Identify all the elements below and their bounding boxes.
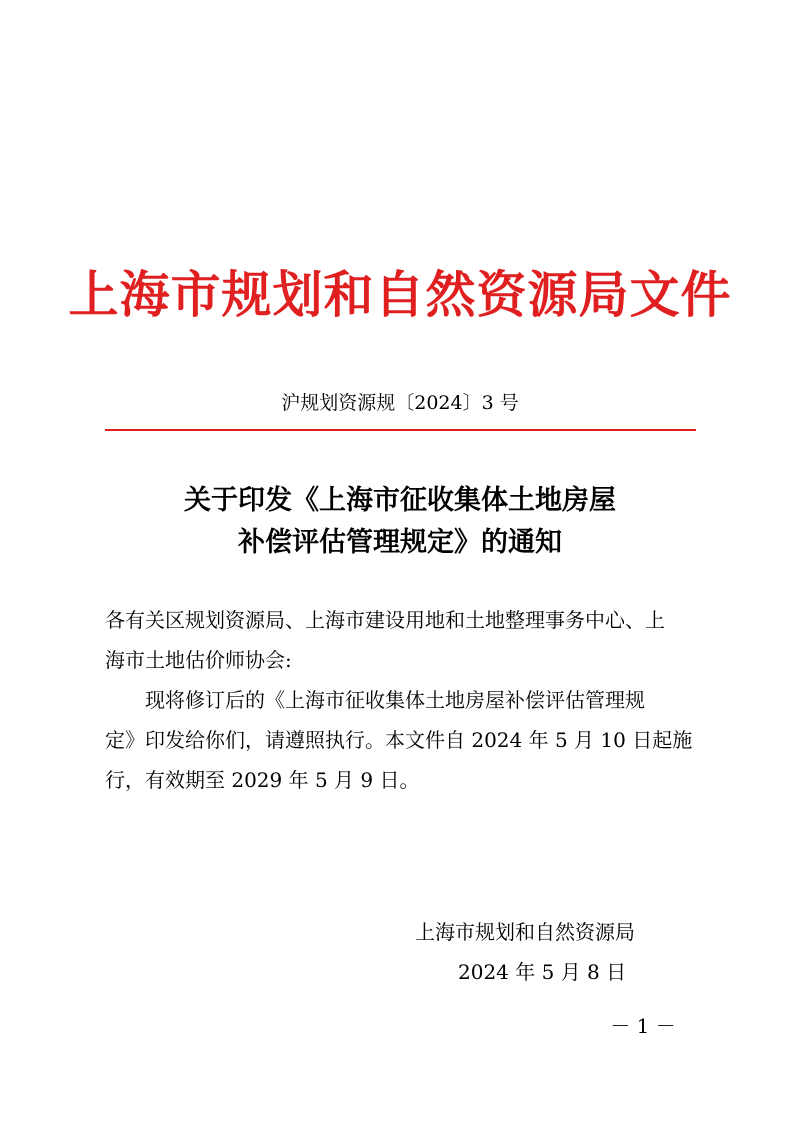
paragraph-line-3: 行，有效期至 2029 年 5 月 9 日。 [105, 768, 420, 792]
paragraph-line-2: 定》印发给你们，请遵照执行。本文件自 2024 年 5 月 10 日起施 [105, 728, 693, 752]
paragraph-line-1: 现将修订后的《上海市征收集体土地房屋补偿评估管理规 [145, 688, 645, 712]
notice-title-line-1: 关于印发《上海市征收集体土地房屋 [184, 485, 616, 516]
recipients-line-2: 海市土地估价师协会: [105, 648, 292, 672]
issuing-authority-header: 上海市规划和自然资源局文件 [68, 265, 732, 324]
document-number: 沪规划资源规〔2024〕3 号 [281, 392, 519, 414]
signature-issuer: 上海市规划和自然资源局 [415, 920, 635, 944]
notice-title-line-2: 补偿评估管理规定》的通知 [238, 527, 562, 558]
recipients-line-1: 各有关区规划资源局、上海市建设用地和土地整理事务中心、上 [105, 608, 665, 632]
signature-date: 2024 年 5 月 8 日 [458, 960, 627, 984]
page-number: － 1 － [610, 1014, 676, 1038]
red-divider-line [105, 429, 696, 431]
